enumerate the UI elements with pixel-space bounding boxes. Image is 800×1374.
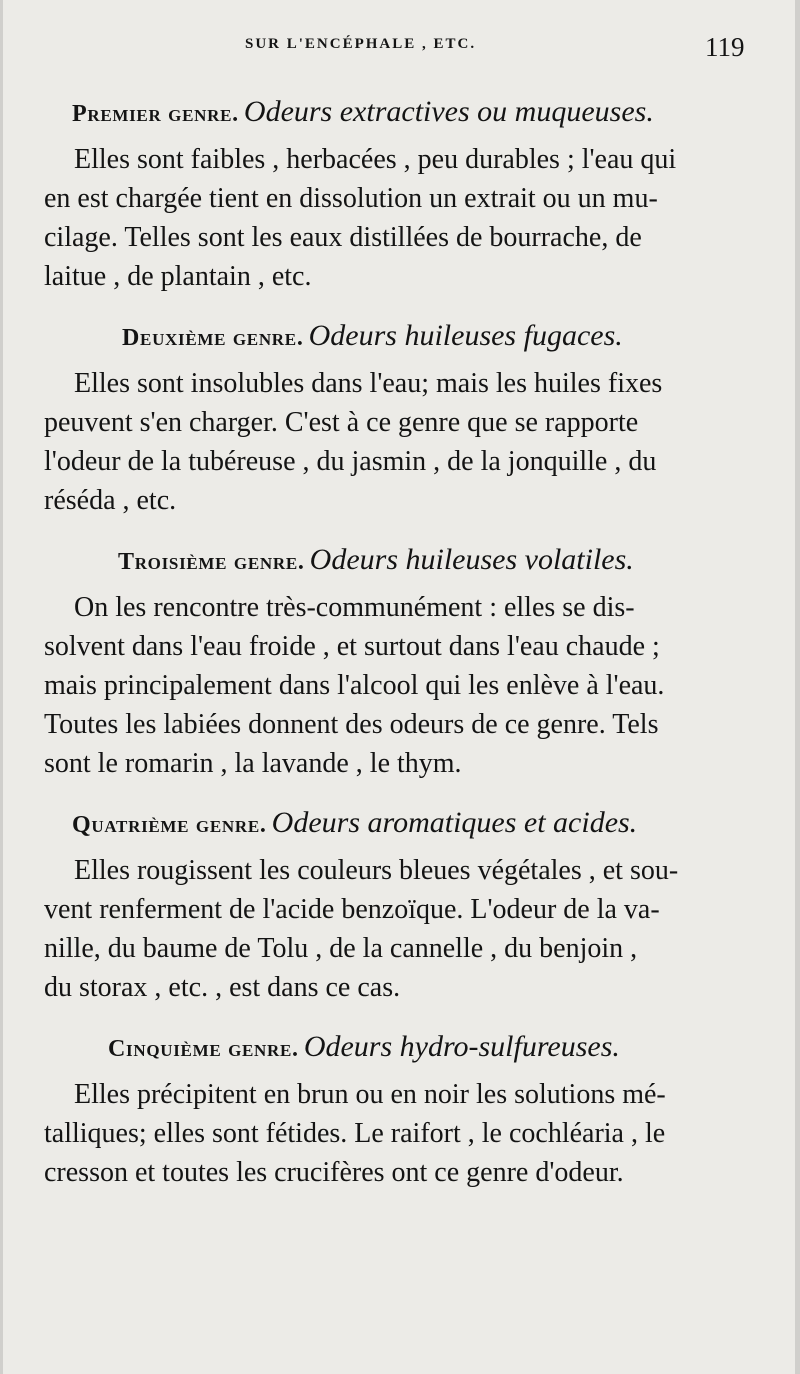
text-line: en est chargée tient en dissolution un extrait ou un mu-: [44, 183, 658, 214]
running-title: SUR L'ENCÉPHALE , ETC.: [245, 36, 477, 52]
section-text: [44, 588, 757, 783]
text-line: cilage. Telles sont les eaux distillées de bourrache, de: [44, 222, 642, 253]
page-number: 119: [705, 32, 745, 62]
text-line: nille, du baume de Tolu , de la cannelle , du benjoin ,: [44, 933, 638, 964]
genre-label: Cinquième genre.: [108, 1036, 299, 1062]
text-line: talliques; elles sont fétides. Le raifort , le cochléaria , le: [44, 1118, 666, 1149]
section-quatrieme-genre: [44, 803, 757, 1007]
section-text: [44, 1075, 757, 1192]
text-line: sont le romarin , la lavande , le thym.: [44, 748, 462, 779]
section-title: Odeurs huileuses volatiles.: [309, 543, 634, 576]
text-line: du storax , etc. , est dans ce cas.: [44, 972, 401, 1003]
text-line: l'odeur de la tubéreuse , du jasmin , de la jonquille , du: [44, 446, 657, 477]
text-line: laitue , de plantain , etc.: [44, 261, 312, 292]
section-title: Odeurs aromatiques et acides.: [271, 806, 638, 839]
text-line: réséda , etc.: [44, 485, 177, 516]
text-line: On les rencontre très-communément : elles se dis-: [74, 592, 635, 623]
section-premier-genre: [44, 92, 757, 296]
text-line: cresson et toutes les crucifères ont ce genre d'odeur.: [44, 1157, 624, 1188]
section-heading: [72, 92, 757, 132]
text-line: solvent dans l'eau froide , et surtout dans l'eau chaude ;: [44, 631, 660, 662]
section-heading: [72, 803, 757, 843]
genre-label: Deuxième genre.: [122, 325, 304, 351]
text-line: vent renferment de l'acide benzoïque. L'odeur de la va-: [44, 894, 660, 925]
page-header: [0, 28, 800, 68]
text-line: mais principalement dans l'alcool qui les enlève à l'eau.: [44, 670, 665, 701]
text-line: Elles précipitent en brun ou en noir les solutions mé-: [74, 1079, 666, 1110]
section-troisieme-genre: [44, 540, 757, 783]
section-text: [44, 364, 757, 520]
section-title: Odeurs extractives ou muqueuses.: [243, 95, 654, 128]
page-edge-shadow-right: [795, 0, 800, 1374]
page-content: [44, 92, 757, 1212]
genre-label: Troisième genre.: [118, 549, 305, 575]
section-heading: [118, 540, 757, 580]
page-edge-shadow: [0, 0, 3, 1374]
text-line: Toutes les labiées donnent des odeurs de ce genre. Tels: [44, 709, 659, 740]
genre-label: Quatrième genre.: [72, 812, 267, 838]
section-heading: [108, 1027, 757, 1067]
section-text: [44, 140, 757, 296]
section-text: [44, 851, 757, 1007]
text-line: Elles sont insolubles dans l'eau; mais les huiles fixes: [74, 368, 663, 399]
section-title: Odeurs huileuses fugaces.: [308, 319, 623, 352]
text-line: Elles rougissent les couleurs bleues végétales , et sou-: [74, 855, 679, 886]
section-cinquieme-genre: [44, 1027, 757, 1192]
text-line: peuvent s'en charger. C'est à ce genre que se rapporte: [44, 407, 639, 438]
section-heading: [122, 316, 757, 356]
text-line: Elles sont faibles , herbacées , peu durables ; l'eau qui: [74, 144, 677, 175]
section-title: Odeurs hydro-sulfureuses.: [303, 1030, 620, 1063]
genre-label: Premier genre.: [72, 101, 239, 127]
section-deuxieme-genre: [44, 316, 757, 520]
